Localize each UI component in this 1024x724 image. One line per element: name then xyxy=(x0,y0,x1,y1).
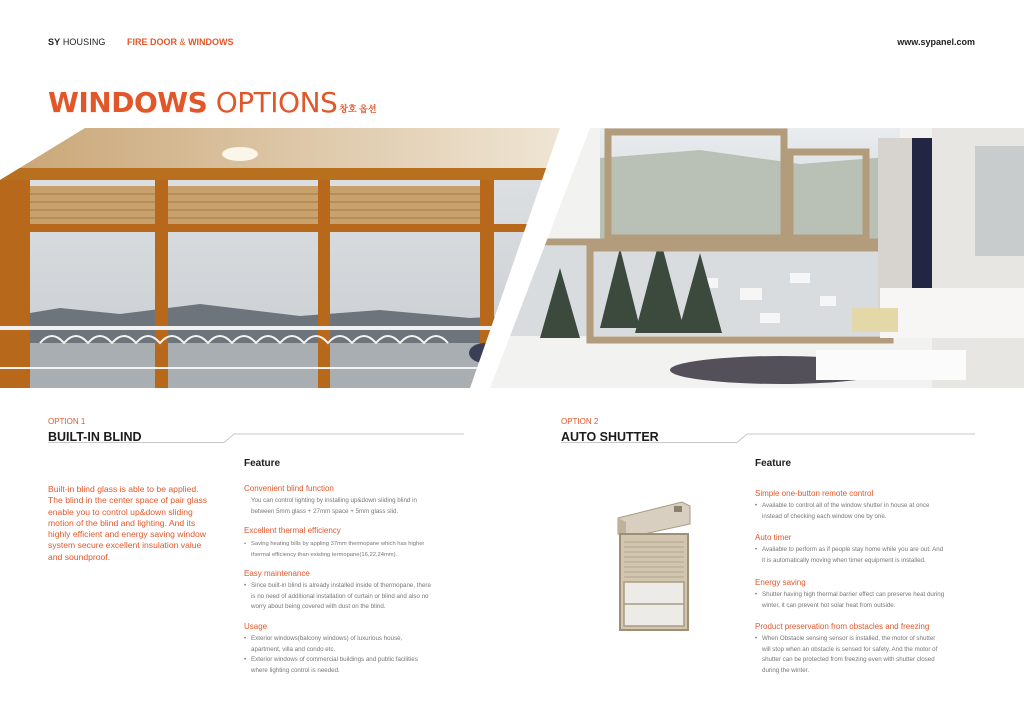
feature-body: • When Obstacle sensing sensor is installed, the motor of shutter will stop when an obstacle is sensed for safety. And the motor of shutter can be protected from freezing even with shutter closed during the winter. xyxy=(755,635,938,674)
bullet-icon: • xyxy=(244,635,247,642)
bullet-icon: • xyxy=(244,541,247,547)
feature-body: • Available to control all of the window shutter in house at once instead of checking each window one by one. xyxy=(755,502,930,520)
built-in-blind-photo xyxy=(0,128,560,388)
option1-intro: Built-in blind glass is able to be applied. The blind in the center space of pair glass enable you to control up&down sliding motion of the blind and lighting. And its highly efficient and energy saving window system secure excellent insulation value and soundproof. xyxy=(48,484,208,562)
option2-feature-heading: Feature xyxy=(755,458,792,469)
website-url: www.sypanel.com xyxy=(897,37,975,47)
feature-heading: Easy maintenance xyxy=(244,569,310,578)
bullet-icon: • xyxy=(755,546,758,553)
option1-divider xyxy=(48,433,464,443)
feature-body: • Saving heating bills by appling 37mm thermopane which has higher thermal efficiency than existing termopane(16,22,24mm). xyxy=(244,541,425,558)
option1-feature-heading: Feature xyxy=(244,458,281,469)
feature-body: • Exterior windows(balcony windows) of luxurious house, apartment, villa and condo etc. • Exterior windows of commercial buildings and public facilities where lighting control is needed. xyxy=(244,635,418,674)
option2-divider xyxy=(561,433,975,443)
page-title: WINDOWS OPTIONS 창호 옵션 xyxy=(48,86,377,119)
feature-heading: Energy saving xyxy=(755,578,806,587)
feature-heading: Auto timer xyxy=(755,533,792,542)
category-label: FIRE DOOR & WINDOWS xyxy=(127,37,234,47)
brand-logo: SY HOUSING xyxy=(48,37,106,47)
option1-label: OPTION 1 xyxy=(48,417,86,426)
bullet-icon: • xyxy=(244,582,247,589)
feature-body: • Since built-in blind is already installed inside of thermopane, there is no need of additional installation of curtain or blind and also no worry about being covered with dust on the blind. xyxy=(244,582,431,611)
bullet-icon: • xyxy=(755,502,758,509)
feature-heading: Product preservation from obstacles and freezing xyxy=(755,622,930,631)
feature-body: • Available to perform as if people stay home while you are out. And it is automatically moving when timer equipment is installed. xyxy=(755,546,944,564)
feature-heading: Usage xyxy=(244,622,268,631)
option1-title: BUILT-IN BLIND xyxy=(48,430,142,444)
option2-label: OPTION 2 xyxy=(561,417,599,426)
bullet-icon: • xyxy=(755,591,758,598)
windows-photo-collage xyxy=(0,128,1024,388)
feature-heading: Simple one-button remote control xyxy=(755,489,874,498)
auto-shutter-photo xyxy=(480,128,1024,388)
feature-heading: Convenient blind function xyxy=(244,484,334,493)
bullet-icon: • xyxy=(244,656,247,664)
option2-title: AUTO SHUTTER xyxy=(561,430,659,444)
feature-body: • Shutter having high thermal barrier effect can preserve heat during winter, it can prevent hot solar heat from outside. xyxy=(755,591,945,609)
feature-heading: Excellent thermal efficiency xyxy=(244,526,341,535)
feature-body: You can control lighting by installing up&down sliding blind in between 5mm glass + 27mm space + 5mm glass slid. xyxy=(251,497,417,515)
auto-shutter-window-image xyxy=(612,498,696,634)
bullet-icon: • xyxy=(755,635,758,642)
